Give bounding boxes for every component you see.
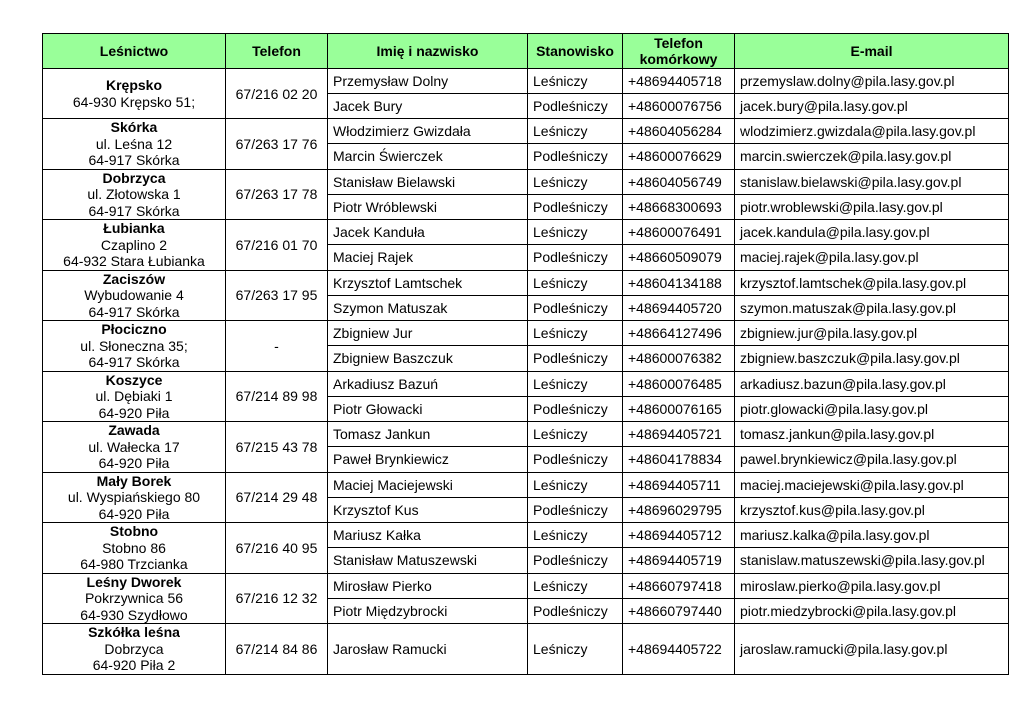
person-name: Stanisław Bielawski xyxy=(328,169,528,194)
office-phone: 67/216 01 70 xyxy=(226,220,328,271)
forestry-name: Skórka xyxy=(110,119,158,135)
table-row xyxy=(43,321,1009,346)
forestry-address-line: ul. Dębiaki 1 xyxy=(95,388,173,404)
position: Podleśniczy xyxy=(528,447,623,472)
person-name: Przemysław Dolny xyxy=(328,69,528,94)
forestry-address-line: ul. Słoneczna 35; xyxy=(80,337,188,354)
email: jacek.bury@pila.lasy.gov.pl xyxy=(735,94,1009,119)
email: jaroslaw.ramucki@pila.lasy.gov.pl xyxy=(735,624,1009,675)
table-row xyxy=(43,69,1009,94)
table-row xyxy=(43,270,1009,295)
position: Podleśniczy xyxy=(528,548,623,573)
person-name: Mariusz Kałka xyxy=(328,523,528,548)
table-row xyxy=(43,523,1009,548)
forestry-cell xyxy=(43,69,226,119)
forestry-cell xyxy=(43,624,226,675)
mobile-phone: +48668300693 xyxy=(623,194,735,219)
forestry-cell xyxy=(43,270,226,321)
email: maciej.maciejewski@pila.lasy.gov.pl xyxy=(735,472,1009,497)
position: Podleśniczy xyxy=(528,194,623,219)
mobile-phone: +48694405722 xyxy=(623,624,735,675)
forestry-name: Płociczno xyxy=(101,321,167,337)
office-phone: 67/263 17 95 xyxy=(226,270,328,321)
forestry-cell xyxy=(43,472,226,523)
forestry-cell xyxy=(43,119,226,170)
forestry-address-line: 64-930 Krępsko 51; xyxy=(72,93,196,110)
position: Leśniczy xyxy=(528,472,623,497)
position: Leśniczy xyxy=(528,523,623,548)
email: krzysztof.lamtschek@pila.lasy.gov.pl xyxy=(735,270,1009,295)
forestry-address-line: 64-920 Piła xyxy=(98,404,170,421)
table-row xyxy=(43,220,1009,245)
person-name: Jarosław Ramucki xyxy=(328,624,528,675)
person-name: Maciej Rajek xyxy=(328,245,528,270)
forestry-contact-table xyxy=(42,33,1009,675)
forestry-address-line: 64-917 Skórka xyxy=(88,303,180,320)
mobile-phone: +48694405720 xyxy=(623,295,735,320)
office-phone: 67/263 17 76 xyxy=(226,119,328,170)
person-name: Piotr Głowacki xyxy=(328,396,528,421)
position: Leśniczy xyxy=(528,270,623,295)
mobile-phone: +48696029795 xyxy=(623,497,735,522)
person-name: Włodzimierz Gwizdała xyxy=(328,119,528,144)
position: Leśniczy xyxy=(528,573,623,598)
email: jacek.kandula@pila.lasy.gov.pl xyxy=(735,220,1009,245)
table-row xyxy=(43,119,1009,144)
forestry-address-line: Dobrzyca xyxy=(104,640,164,657)
forestry-address-line: ul. Leśna 12 xyxy=(95,135,173,152)
email: stanislaw.bielawski@pila.lasy.gov.pl xyxy=(735,169,1009,194)
forestry-cell xyxy=(43,523,226,574)
table-row xyxy=(43,624,1009,675)
mobile-phone: +48600076382 xyxy=(623,346,735,371)
email: arkadiusz.bazun@pila.lasy.gov.pl xyxy=(735,371,1009,396)
mobile-phone: +48660797418 xyxy=(623,573,735,598)
email: pawel.brynkiewicz@pila.lasy.gov.pl xyxy=(735,447,1009,472)
table-row xyxy=(43,422,1009,447)
mobile-phone: +48694405721 xyxy=(623,422,735,447)
mobile-phone: +48604178834 xyxy=(623,447,735,472)
header-position: Stanowisko xyxy=(528,34,623,69)
forestry-name: Dobrzyca xyxy=(102,169,166,186)
forestry-address-line: 64-917 Skórka xyxy=(88,202,180,219)
table-row xyxy=(43,573,1009,598)
forestry-cell xyxy=(43,422,226,473)
forestry-address-line: 64-920 Piła xyxy=(98,455,170,471)
position: Podleśniczy xyxy=(528,94,623,119)
person-name: Piotr Międzybrocki xyxy=(328,598,528,623)
mobile-phone: +48604056749 xyxy=(623,169,735,194)
mobile-phone: +48660509079 xyxy=(623,245,735,270)
email: zbigniew.baszczuk@pila.lasy.gov.pl xyxy=(735,346,1009,371)
mobile-phone: +48600076629 xyxy=(623,144,735,169)
email: krzysztof.kus@pila.lasy.gov.pl xyxy=(735,497,1009,522)
mobile-phone: +48694405719 xyxy=(623,548,735,573)
header-phone: Telefon xyxy=(226,34,328,69)
person-name: Maciej Maciejewski xyxy=(328,472,528,497)
forestry-name: Mały Borek xyxy=(96,472,172,489)
header-mobile: Telefon komórkowy xyxy=(623,34,735,69)
forestry-cell xyxy=(43,220,226,271)
position: Leśniczy xyxy=(528,321,623,346)
forestry-address-line: Wybudowanie 4 xyxy=(84,287,184,303)
mobile-phone: +48664127496 xyxy=(623,321,735,346)
table-row xyxy=(43,169,1009,194)
person-name: Krzysztof Kus xyxy=(328,497,528,522)
table-row xyxy=(43,371,1009,396)
mobile-phone: +48600076165 xyxy=(623,396,735,421)
person-name: Zbigniew Baszczuk xyxy=(328,346,528,371)
office-phone: 67/216 02 20 xyxy=(226,69,328,119)
forestry-name: Krępsko xyxy=(105,77,163,93)
forestry-address-line: 64-917 Skórka xyxy=(88,354,180,370)
person-name: Paweł Brynkiewicz xyxy=(328,447,528,472)
mobile-phone: +48604056284 xyxy=(623,119,735,144)
forestry-address-line: ul. Wałecka 17 xyxy=(88,438,180,455)
forestry-cell xyxy=(43,371,226,422)
person-name: Jacek Kanduła xyxy=(328,220,528,245)
email: szymon.matuszak@pila.lasy.gov.pl xyxy=(735,295,1009,320)
person-name: Zbigniew Jur xyxy=(328,321,528,346)
office-phone: 67/214 84 86 xyxy=(226,624,328,675)
office-phone: 67/214 89 98 xyxy=(226,371,328,422)
forestry-address-line: ul. Wyspiańskiego 80 xyxy=(67,489,201,505)
table-body xyxy=(43,69,1009,675)
email: zbigniew.jur@pila.lasy.gov.pl xyxy=(735,321,1009,346)
position: Leśniczy xyxy=(528,119,623,144)
position: Leśniczy xyxy=(528,169,623,194)
position: Leśniczy xyxy=(528,422,623,447)
mobile-phone: +48600076491 xyxy=(623,220,735,245)
email: piotr.miedzybrocki@pila.lasy.gov.pl xyxy=(735,598,1009,623)
email: maciej.rajek@pila.lasy.gov.pl xyxy=(735,245,1009,270)
forestry-name: Zaciszów xyxy=(102,270,166,287)
person-name: Szymon Matuszak xyxy=(328,295,528,320)
forestry-address-line: ul. Złotowska 1 xyxy=(87,186,181,202)
position: Podleśniczy xyxy=(528,346,623,371)
header-row xyxy=(43,34,1009,69)
position: Podleśniczy xyxy=(528,497,623,522)
email: piotr.glowacki@pila.lasy.gov.pl xyxy=(735,396,1009,421)
email: przemyslaw.dolny@pila.lasy.gov.pl xyxy=(735,69,1009,94)
mobile-phone: +48694405711 xyxy=(623,472,735,497)
email: marcin.swierczek@pila.lasy.gov.pl xyxy=(735,144,1009,169)
person-name: Marcin Świerczek xyxy=(328,144,528,169)
office-phone: 67/214 29 48 xyxy=(226,472,328,523)
position: Leśniczy xyxy=(528,624,623,675)
forestry-address-line: 64-930 Szydłowo xyxy=(80,606,188,623)
office-phone: 67/263 17 78 xyxy=(226,169,328,220)
email: mariusz.kalka@pila.lasy.gov.pl xyxy=(735,523,1009,548)
forestry-address-line: 64-917 Skórka xyxy=(88,152,180,168)
position: Leśniczy xyxy=(528,371,623,396)
header-name: Imię i nazwisko xyxy=(328,34,528,69)
position: Podleśniczy xyxy=(528,396,623,421)
person-name: Mirosław Pierko xyxy=(328,573,528,598)
person-name: Piotr Wróblewski xyxy=(328,194,528,219)
person-name: Stanisław Matuszewski xyxy=(328,548,528,573)
person-name: Arkadiusz Bazuń xyxy=(328,371,528,396)
person-name: Krzysztof Lamtschek xyxy=(328,270,528,295)
position: Podleśniczy xyxy=(528,144,623,169)
email: miroslaw.pierko@pila.lasy.gov.pl xyxy=(735,573,1009,598)
office-phone: 67/216 40 95 xyxy=(226,523,328,574)
forestry-name: Szkółka leśna xyxy=(88,624,180,641)
forestry-address-line: Stobno 86 xyxy=(102,539,166,556)
forestry-cell xyxy=(43,321,226,372)
header-forestry: Leśnictwo xyxy=(43,34,226,69)
person-name: Tomasz Jankun xyxy=(328,422,528,447)
mobile-phone: +48660797440 xyxy=(623,598,735,623)
mobile-phone: +48604134188 xyxy=(623,270,735,295)
forestry-name: Stobno xyxy=(109,523,159,539)
forestry-address-line: 64-920 Piła xyxy=(98,505,170,522)
forestry-name: Zawada xyxy=(108,422,160,438)
person-name: Jacek Bury xyxy=(328,94,528,119)
forestry-name: Leśny Dworek xyxy=(86,573,182,590)
position: Podleśniczy xyxy=(528,598,623,623)
forestry-address-line: 64-920 Piła 2 xyxy=(92,657,176,674)
mobile-phone: +48694405712 xyxy=(623,523,735,548)
position: Podleśniczy xyxy=(528,245,623,270)
forestry-cell xyxy=(43,573,226,624)
office-phone: 67/215 43 78 xyxy=(226,422,328,473)
email: wlodzimierz.gwizdala@pila.lasy.gov.pl xyxy=(735,119,1009,144)
email: tomasz.jankun@pila.lasy.gov.pl xyxy=(735,422,1009,447)
forestry-cell xyxy=(43,169,226,220)
position: Leśniczy xyxy=(528,69,623,94)
mobile-phone: +48694405718 xyxy=(623,69,735,94)
email: stanislaw.matuszewski@pila.lasy.gov.pl xyxy=(735,548,1009,573)
forestry-name: Łubianka xyxy=(103,220,165,236)
office-phone: 67/216 12 32 xyxy=(226,573,328,624)
mobile-phone: +48600076485 xyxy=(623,371,735,396)
forestry-address-line: 64-980 Trzcianka xyxy=(80,556,188,572)
table-row xyxy=(43,472,1009,497)
forestry-address-line: Pokrzywnica 56 xyxy=(84,590,184,606)
mobile-phone: +48600076756 xyxy=(623,94,735,119)
position: Podleśniczy xyxy=(528,295,623,320)
position: Leśniczy xyxy=(528,220,623,245)
header-email: E-mail xyxy=(735,34,1009,69)
office-phone: - xyxy=(226,321,328,372)
email: piotr.wroblewski@pila.lasy.gov.pl xyxy=(735,194,1009,219)
forestry-address-line: 64-932 Stara Łubianka xyxy=(63,253,205,269)
forestry-name: Koszyce xyxy=(105,371,163,388)
forestry-address-line: Czaplino 2 xyxy=(100,236,168,253)
